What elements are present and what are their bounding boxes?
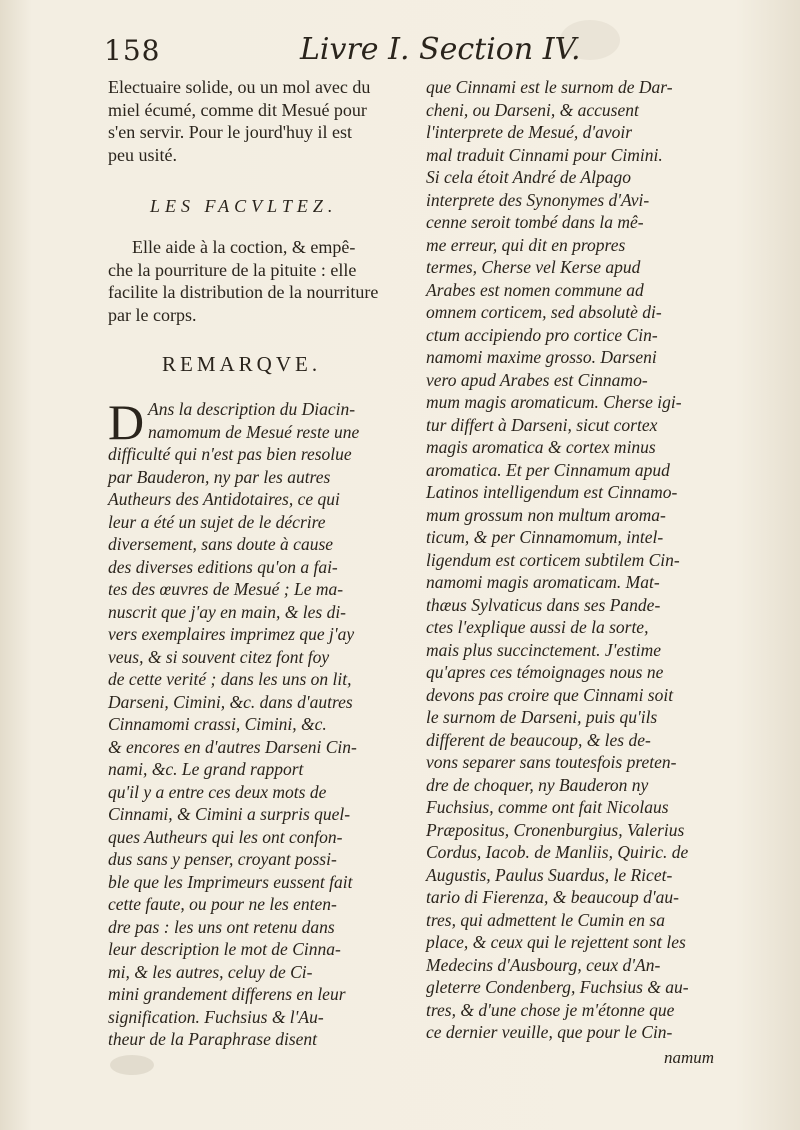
text-line: leur description le mot de Cinna- (108, 939, 341, 959)
text-line: Cordus, Iacob. de Manliis, Quiric. de (426, 842, 689, 862)
remarque-paragraph (108, 394, 410, 1051)
text-line: tario di Fierenza, & beaucoup d'au- (426, 887, 679, 907)
text-line: diversement, sans doute à cause (108, 534, 334, 554)
text-line: Fuchsius, comme ont fait Nicolaus (426, 797, 669, 817)
text-line: mal traduit Cinnami pour Cimini. (426, 144, 663, 165)
text-line: tres, qui admettent le Cumin en sa (426, 909, 665, 930)
text-line: Elle aide à la coction, & empê- (132, 237, 356, 257)
right-column (426, 76, 728, 1044)
text-line: le surnom de Darseni, puis qu'ils (426, 707, 658, 727)
text-line: gleterre Condenberg, Fuchsius & au- (426, 977, 689, 997)
text-line: signification. Fuchsius & l'Au- (108, 1006, 324, 1027)
text-line: omnem corticem, sed absolutè di- (426, 302, 662, 322)
text-line: tes des œuvres de Mesué ; Le ma- (108, 579, 344, 599)
text-line: che la pourriture de la pituite : elle (108, 259, 357, 280)
text-line: de cette verité ; dans les uns on lit, (108, 669, 352, 689)
text-line: Autheurs des Antidotaires, ce qui (108, 489, 340, 509)
text-line: Si cela étoit André de Alpago (426, 167, 631, 187)
text-line: que Cinnami est le surnom de Dar- (426, 77, 673, 97)
text-line: mum magis aromaticum. Cherse igi- (426, 392, 682, 412)
text-line: vero apud Arabes est Cinnamo- (426, 369, 648, 390)
text-line: ce dernier veuille, que pour le Cin- (426, 1022, 673, 1042)
text-line: cenne seroit tombé dans la mê- (426, 212, 644, 232)
text-line: mum grossum non multum aroma- (426, 504, 666, 525)
text-line: namomi maxime grosso. Darseni (426, 347, 657, 367)
page-header (104, 30, 744, 74)
text-line: aromatica. Et per Cinnamum apud (426, 459, 670, 480)
text-line: Augustis, Paulus Suardus, le Ricet- (426, 864, 673, 885)
text-line: tur differt à Darseni, sicut cortex (426, 414, 658, 435)
text-line: dre pas : les uns ont retenu dans (108, 916, 335, 937)
text-line: veus, & si souvent citez font foy (108, 646, 330, 667)
text-line: des diverses editions qu'on a fai- (108, 556, 338, 577)
text-line: namomum de Mesué reste une (148, 421, 360, 442)
text-line: different de beaucoup, & les de- (426, 729, 651, 750)
text-line: mi, & les autres, celuy de Ci- (108, 961, 313, 982)
text-line: par le corps. (108, 304, 197, 325)
text-line: ctum accipiendo pro cortice Cin- (426, 324, 658, 345)
text-line: Darseni, Cimini, &c. dans d'autres (108, 691, 353, 712)
text-line: nuscrit que j'ay en main, & les di- (108, 601, 347, 622)
text-line: nami, &c. Le grand rapport (108, 759, 304, 779)
text-line: s'en servir. Pour le jourd'huy il est (108, 122, 352, 142)
text-line: me erreur, qui dit en propres (426, 234, 626, 255)
text-line: Præpositus, Cronenburgius, Valerius (426, 819, 685, 840)
text-line: qu'il y a entre ces deux mots de (108, 781, 327, 802)
text-line: ticum, & per Cinnamomum, intel- (426, 527, 664, 547)
text-line: thæus Sylvaticus dans ses Pande- (426, 594, 661, 615)
text-line: theur de la Paraphrase disent (108, 1029, 318, 1049)
text-line: Arabes est nomen commune ad (426, 279, 644, 300)
text-line: ble que les Imprimeurs eussent fait (108, 871, 353, 892)
text-line: Cinnamomi crassi, Cimini, &c. (108, 714, 327, 734)
text-line: tres, & d'une chose je m'étonne que (426, 999, 675, 1020)
text-line: vons separer sans toutesfois preten- (426, 752, 677, 772)
text-line: l'interprete de Mesué, d'avoir (426, 122, 633, 142)
text-line: dre de choquer, ny Bauderon ny (426, 774, 649, 795)
text-line: cette faute, ou pour ne les enten- (108, 894, 337, 914)
text-line: qu'apres ces témoignages nous ne (426, 662, 664, 682)
catchword: namum (664, 1048, 715, 1067)
text-line: miel écumé, comme dit Mesué pour (108, 99, 367, 120)
text-line: par Bauderon, ny par les autres (108, 466, 331, 487)
text-line: vers exemplaires imprimez que j'ay (108, 624, 355, 644)
text-line: & encores en d'autres Darseni Cin- (108, 736, 357, 757)
text-line: place, & ceux qui le rejettent sont les (426, 932, 686, 952)
drop-cap-letter: D (108, 394, 145, 450)
intro-paragraph (108, 76, 410, 166)
text-line: facilite la distribution de la nourriture (108, 282, 379, 302)
text-line: leur a été un sujet de le décrire (108, 511, 326, 532)
text-line: magis aromatica & cortex minus (426, 437, 656, 457)
text-line: termes, Cherse vel Kerse apud (426, 257, 641, 277)
facultes-paragraph (108, 236, 410, 326)
text-line: mais plus succinctement. J'estime (426, 639, 662, 660)
text-line: Electuaire solide, ou un mol avec du (108, 77, 371, 97)
running-title: Livre I. Section IV. (300, 32, 581, 67)
text-line: Cinnami, & Cimini a surpris quel- (108, 804, 351, 824)
text-line: ques Autheurs qui les ont confon- (108, 826, 343, 847)
text-line: ctes l'explique aussi de la sorte, (426, 617, 649, 637)
text-line: mini grandement differens en leur (108, 984, 346, 1004)
text-line: namomi magis aromaticam. Mat- (426, 572, 660, 592)
text-line: dus sans y penser, croyant possi- (108, 849, 337, 869)
text-line: devons pas croire que Cinnami soit (426, 684, 674, 705)
text-line: Latinos intelligendum est Cinnamo- (426, 482, 678, 502)
text-line: difficulté qui n'est pas bien resolue (108, 444, 352, 464)
text-line: ligendum est corticem subtilem Cin- (426, 549, 680, 570)
page-number: 158 (104, 34, 161, 67)
text-line: Medecins d'Ausbourg, ceux d'An- (426, 954, 661, 975)
paper-stain (110, 1055, 154, 1075)
facultes-heading: LES FACVLTEZ. (150, 196, 338, 216)
text-line: peu usité. (108, 144, 177, 165)
text-line: Ans la description du Diacin- (148, 399, 356, 419)
text-line: cheni, ou Darseni, & accusent (426, 99, 639, 120)
remarque-heading: REMARQVE. (162, 352, 322, 376)
text-line: interprete des Synonymes d'Avi- (426, 189, 650, 210)
